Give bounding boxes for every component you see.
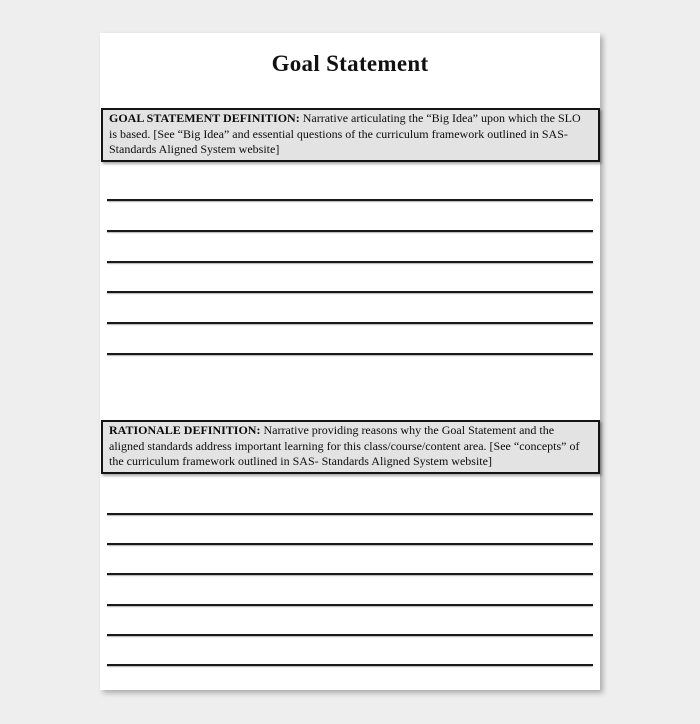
writing-line — [107, 322, 593, 324]
document-page — [100, 33, 600, 690]
writing-line — [107, 230, 593, 232]
goal-statement-writing-lines — [107, 199, 593, 384]
writing-line — [107, 543, 593, 545]
rationale-definition-label: RATIONALE DEFINITION: — [109, 423, 261, 437]
goal-statement-definition-box — [101, 108, 600, 162]
writing-line — [107, 199, 593, 201]
writing-line — [107, 604, 593, 606]
rationale-writing-lines — [107, 513, 593, 694]
writing-line — [107, 513, 593, 515]
writing-line — [107, 664, 593, 666]
goal-statement-definition-text: Narrative articulating the “Big Idea” upon which the SLO is based. [See “Big Idea” and essential questions of the curriculum framework outlined in SAS- Standards Aligned System website] — [109, 111, 581, 157]
page-title: Goal Statement — [271, 51, 429, 76]
writing-line — [107, 261, 593, 263]
rationale-definition-box — [101, 420, 600, 474]
goal-statement-definition-label: GOAL STATEMENT DEFINITION: — [109, 111, 300, 125]
writing-line — [107, 353, 593, 355]
writing-line — [107, 573, 593, 575]
writing-line — [107, 634, 593, 636]
writing-line — [107, 291, 593, 293]
rationale-definition-text: Narrative providing reasons why the Goal Statement and the aligned standards address important learning for this class/course/content area. [See “concepts” of the curriculum framework outlined in SAS- Standards Aligned System website] — [109, 423, 580, 469]
